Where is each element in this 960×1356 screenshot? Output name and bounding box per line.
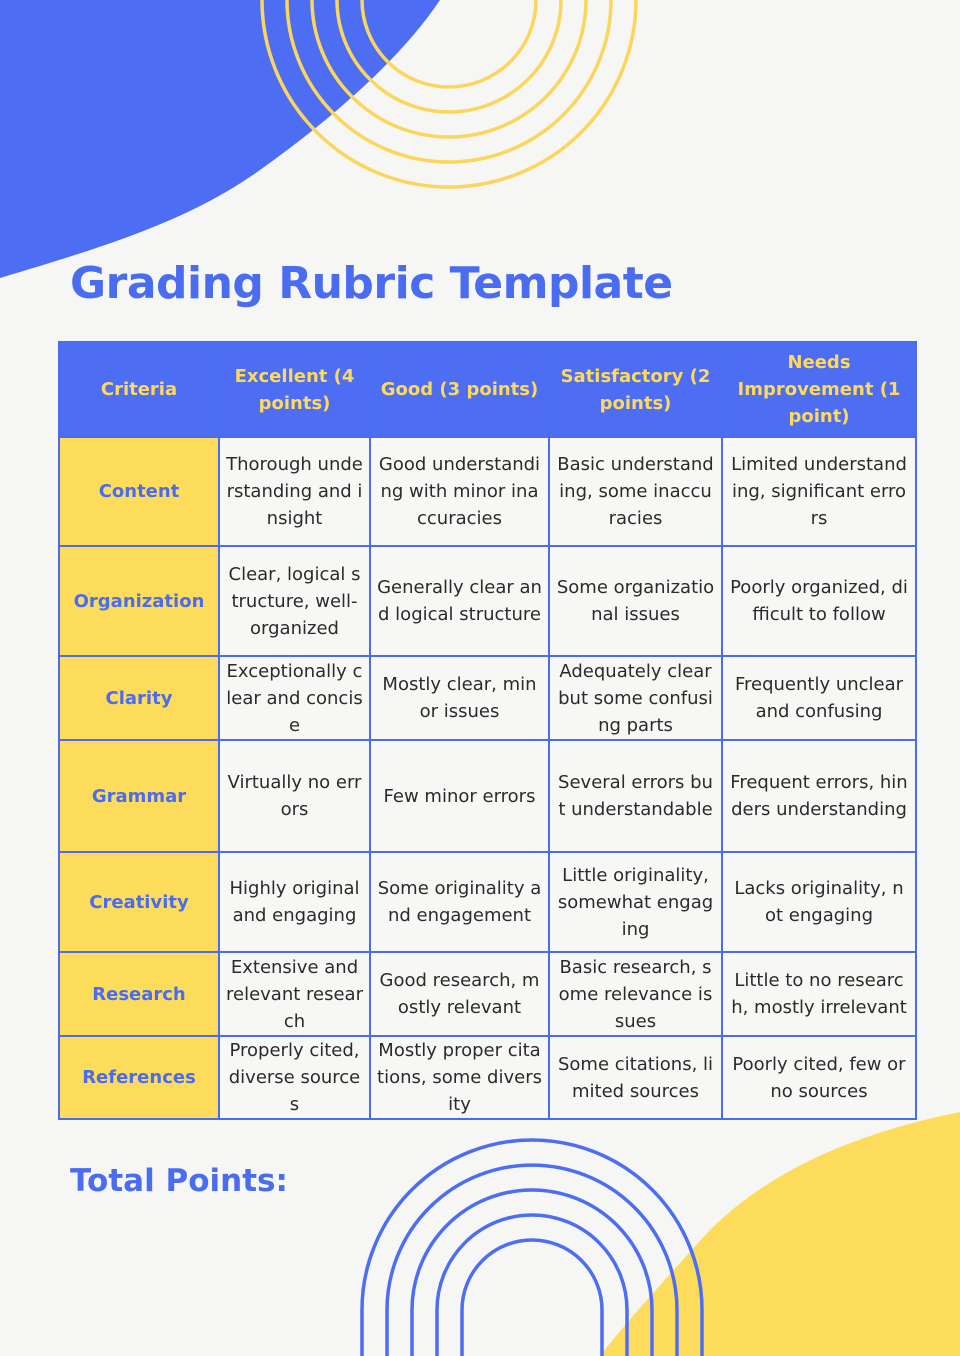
total-points-label: Total Points: [70,1163,288,1199]
rubric-cell: Thorough understanding and insight [219,437,370,546]
rubric-cell: Adequately clear but some confusing parts [549,656,722,740]
rubric-cell: Few minor errors [370,740,549,852]
header-good: Good (3 points) [370,342,549,437]
rubric-cell: Basic research, some relevance issues [549,952,722,1036]
rubric-cell: Frequent errors, hinders understanding [722,740,916,852]
rubric-cell: Little originality, somewhat engaging [549,852,722,952]
rubric-cell: Some organizational issues [549,546,722,656]
criterion-cell: Organization [59,546,219,656]
header-row [59,342,916,437]
table-row [59,952,916,1036]
criterion-cell: Content [59,437,219,546]
rubric-cell: Properly cited, diverse sources [219,1036,370,1119]
criterion-cell: References [59,1036,219,1119]
table-row [59,740,916,852]
criterion-cell: Clarity [59,656,219,740]
rubric-cell: Several errors but understandable [549,740,722,852]
rubric-cell: Mostly clear, minor issues [370,656,549,740]
rubric-cell: Poorly organized, difficult to follow [722,546,916,656]
criterion-cell: Research [59,952,219,1036]
rubric-cell: Good research, mostly relevant [370,952,549,1036]
table-row [59,656,916,740]
rubric-cell: Frequently unclear and confusing [722,656,916,740]
table-row [59,437,916,546]
rubric-cell: Clear, logical structure, well-organized [219,546,370,656]
rubric-cell: Lacks originality, not engaging [722,852,916,952]
rubric-cell: Highly original and engaging [219,852,370,952]
table-row [59,852,916,952]
rubric-cell: Limited understanding, significant errors [722,437,916,546]
page-title: Grading Rubric Template [70,258,673,309]
header-satisfactory: Satisfactory (2 points) [549,342,722,437]
bottom-blue-arches [362,1140,702,1356]
rubric-cell: Good understanding with minor inaccuracies [370,437,549,546]
rubric-cell: Basic understanding, some inaccuracies [549,437,722,546]
header-needs-improvement: Needs Improvement (1 point) [722,342,916,437]
rubric-cell: Some originality and engagement [370,852,549,952]
rubric-cell: Mostly proper citations, some diversity [370,1036,549,1119]
criterion-cell: Creativity [59,852,219,952]
rubric-cell: Poorly cited, few or no sources [722,1036,916,1119]
rubric-cell: Extensive and relevant research [219,952,370,1036]
rubric-cell: Virtually no errors [219,740,370,852]
table-row [59,546,916,656]
rubric-cell: Little to no research, mostly irrelevant [722,952,916,1036]
table-row [59,1036,916,1119]
rubric-cell: Exceptionally clear and concise [219,656,370,740]
criterion-cell: Grammar [59,740,219,852]
header-excellent: Excellent (4 points) [219,342,370,437]
rubric-table [58,341,917,1120]
rubric-cell: Some citations, limited sources [549,1036,722,1119]
header-criteria: Criteria [59,342,219,437]
rubric-cell: Generally clear and logical structure [370,546,549,656]
